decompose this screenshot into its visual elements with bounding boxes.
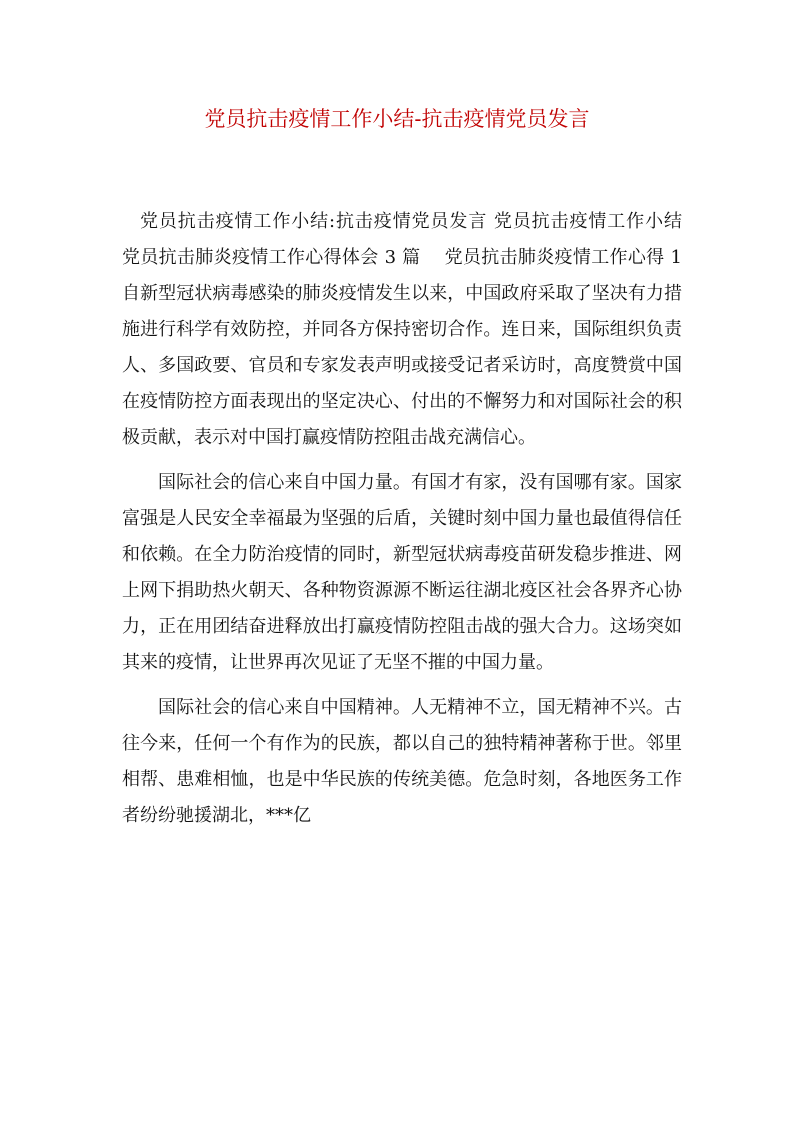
document-title: 党员抗击疫情工作小结-抗击疫情党员发言 (204, 107, 590, 131)
paragraph-2: 国际社会的信心来自中国力量。有国才有家，没有国哪有家。国家富强是人民安全幸福最为坚强的后盾，关键时刻中国力量也最值得信任和依赖。在全力防治疫情的同时，新型冠状病毒疫苗研发稳步推进、网上网下捐助热火朝天、各种物资源源不断运往湖北疫区社会各界齐心协力，正在用团结奋进释放出打赢疫情防控阻击战的强大合力。这场突如其来的疫情，让世界再次见证了无坚不摧的中国力量。 (122, 472, 682, 673)
document-body (122, 204, 705, 843)
paragraph-1: 党员抗击疫情工作小结:抗击疫情党员发言 党员抗击疫情工作小结 党员抗击肺炎疫情工作心得体会 3 篇 党员抗击肺炎疫情工作心得 1 自新型冠状病毒感染的肺炎疫情发生以来，中国政府采取了坚决有力措施进行科学有效防控，并同各方保持密切合作。连日来，国际组织负责人、多国政要、官员和专家发表声明或接受记者采访时，高度赞赏中国在疫情防控方面表现出的坚定决心、付出的不懈努力和对国际社会的积极贡献，表示对中国打赢疫情防控阻击战充满信心。 (122, 211, 705, 448)
paragraph-3: 国际社会的信心来自中国精神。人无精神不立，国无精神不兴。古往今来，任何一个有作为的民族，都以自己的独特精神著称于世。邻里相帮、患难相恤，也是中华民族的传统美德。危急时刻，各地医务工作者纷纷驰援湖北，***亿 (122, 697, 682, 826)
